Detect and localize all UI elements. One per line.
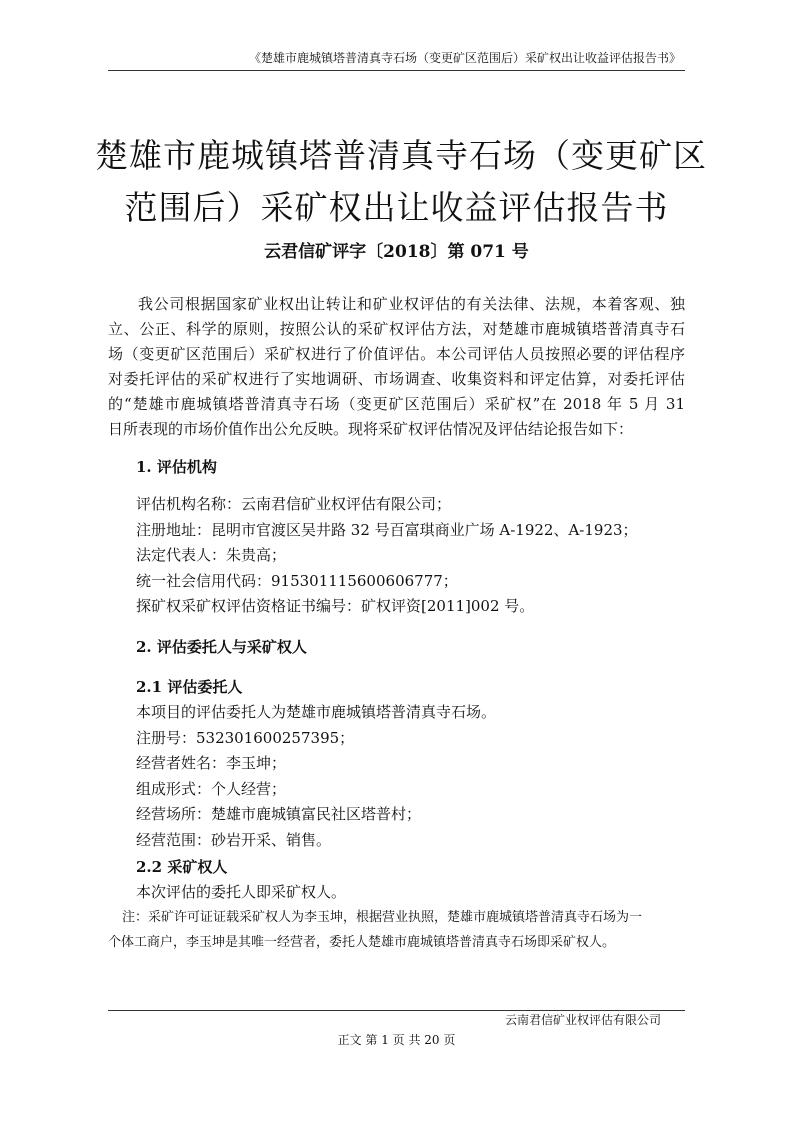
intro-line: 日所表现的市场价值作出公允反映。现将采矿权评估情况及评估结论报告如下： xyxy=(108,420,634,438)
subsection-2-1-line: 经营范围：砂岩开采、销售。 xyxy=(136,830,332,849)
section-1-line: 注册地址：昆明市官渡区吴井路 32 号百富琪商业广场 A-1922、A-1923； xyxy=(136,520,638,539)
document-body xyxy=(108,292,685,955)
section-1-line: 法定代表人：朱贵高； xyxy=(136,546,287,565)
note-line: 注：采矿许可证证载采矿权人为李玉坤，根据营业执照，楚雄市鹿城镇塔普清真寺石场为一 xyxy=(122,910,643,926)
section-1-line: 统一社会信用代码：915301115600606777； xyxy=(136,571,458,590)
note-line: 个体工商户，李玉坤是其唯一经营者，委托人楚雄市鹿城镇塔普清真寺石场即采矿权人。 xyxy=(108,935,616,951)
intro-line: 的“楚雄市鹿城镇塔普清真寺石场（变更矿区范围后）采矿权”在 2018 年 5 月 31 xyxy=(108,395,685,413)
subsection-2-2-heading: 2.2 采矿权人 xyxy=(136,857,228,876)
section-1-line: 探矿权采矿权评估资格证书编号：矿权评资[2011]002 号。 xyxy=(136,597,535,616)
subsection-2-1-heading: 2.1 评估委托人 xyxy=(136,677,243,696)
intro-line: 立、公正、科学的原则，按照公认的采矿权评估方法，对楚雄市鹿城镇塔普清真寺石 xyxy=(108,320,685,338)
subsection-2-1-line: 注册号：532301600257395； xyxy=(136,728,355,747)
document-title xyxy=(95,130,707,234)
subsection-2-2-line: 本次评估的委托人即采矿权人。 xyxy=(136,882,347,901)
intro-line: 我公司根据国家矿业权出让转让和矿业权评估的有关法律、法规，本着客观、独 xyxy=(138,295,685,313)
document-title-line-1: 楚雄市鹿城镇塔普清真寺石场（变更矿区 xyxy=(95,136,707,175)
subsection-2-1-line: 经营场所：楚雄市鹿城镇富民社区塔普村； xyxy=(136,805,422,824)
subsection-2-1-line: 组成形式：个人经营； xyxy=(136,779,287,798)
subsection-2-1-line: 经营者姓名：李玉坤； xyxy=(136,754,287,773)
page-number: 正文 第 1 页 共 20 页 xyxy=(337,1033,456,1047)
section-2-heading: 2. 评估委托人与采矿权人 xyxy=(136,637,307,656)
section-1-line: 评估机构名称：云南君信矿业权评估有限公司； xyxy=(136,495,452,513)
footer-organization: 云南君信矿业权评估有限公司 xyxy=(504,1013,661,1027)
intro-line: 场（变更矿区范围后）采矿权进行了价值评估。本公司评估人员按照必要的评估程序 xyxy=(108,345,685,363)
document-title-line-2: 范围后）采矿权出让收益评估报告书 xyxy=(124,188,669,227)
running-header: 《楚雄市鹿城镇塔普清真寺石场（变更矿区范围后）采矿权出让收益评估报告书》 xyxy=(248,51,681,65)
intro-line: 对委托评估的采矿权进行了实地调研、市场调查、收集资料和评定估算，对委托评估 xyxy=(108,370,685,388)
intro-paragraph xyxy=(108,292,685,442)
section-1-heading: 1. 评估机构 xyxy=(136,458,217,476)
subsection-2-1-line: 本项目的评估委托人为楚雄市鹿城镇塔普清真寺石场。 xyxy=(136,702,497,721)
note-paragraph xyxy=(108,905,685,955)
document-number: 云君信矿评字〔2018〕第 071 号 xyxy=(264,242,529,262)
header-divider xyxy=(108,70,685,71)
